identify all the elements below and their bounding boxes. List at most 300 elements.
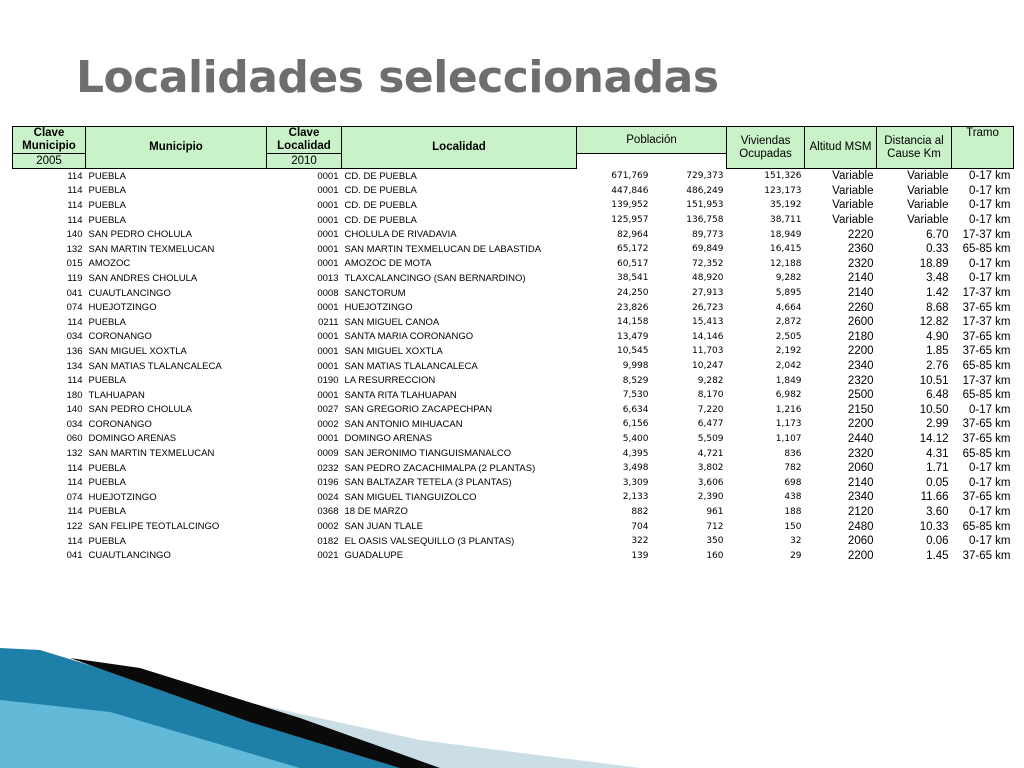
slide-title: Localidades seleccionadas — [76, 52, 719, 103]
cell-viviendas: 782 — [784, 463, 802, 474]
cell-municipio: CUAUTLANCINGO — [88, 287, 171, 299]
cell-poblacion-2010: 5,509 — [697, 433, 724, 444]
cell-localidad: SAN MIGUEL CANOA — [344, 316, 440, 328]
cell-distancia: 6.48 — [926, 389, 949, 402]
cell-poblacion-2010: 27,913 — [692, 288, 724, 299]
cell-clave-municipio: 074 — [66, 302, 83, 314]
cell-clave-municipio: 114 — [67, 462, 83, 474]
cell-localidad: CD. DE PUEBLA — [344, 214, 417, 226]
cell-altitud: 2340 — [847, 360, 874, 373]
cell-poblacion-2010: 8,170 — [697, 390, 724, 401]
cell-municipio: SAN MARTIN TEXMELUCAN — [88, 448, 215, 460]
cell-clave-localidad: 0024 — [317, 491, 339, 503]
cell-clave-municipio: 140 — [66, 229, 83, 241]
cell-altitud: 2180 — [847, 330, 874, 343]
cell-municipio: AMOZOC — [88, 258, 131, 270]
cell-poblacion-2010: 72,352 — [692, 258, 724, 269]
cell-poblacion-2010: 160 — [706, 550, 724, 561]
table-row — [13, 373, 1014, 388]
cell-viviendas: 38,711 — [770, 215, 802, 226]
cell-distancia: 10.50 — [919, 403, 949, 416]
cell-tramo: 0-17 km — [968, 257, 1011, 270]
cell-poblacion-2010: 350 — [706, 536, 724, 547]
table-row — [13, 403, 1014, 418]
cell-municipio: SAN MIGUEL XOXTLA — [88, 345, 187, 357]
cell-localidad: SAN MARTIN TEXMELUCAN DE LABASTIDA — [344, 243, 542, 255]
cell-localidad: 18 DE MARZO — [344, 506, 408, 518]
header-altitud: Altitud MSM — [805, 127, 877, 169]
cell-altitud: 2500 — [847, 389, 874, 402]
cell-municipio: HUEJOTZINGO — [88, 302, 157, 314]
cell-viviendas: 9,282 — [775, 273, 802, 284]
table-row — [13, 446, 1014, 461]
cell-localidad: SAN BALTAZAR TETELA (3 PLANTAS) — [344, 477, 512, 489]
table-row — [13, 534, 1014, 549]
cell-altitud: 2600 — [847, 316, 874, 329]
table-row — [13, 548, 1014, 563]
cell-altitud: 2200 — [847, 549, 874, 562]
table-row — [13, 286, 1014, 301]
cell-clave-localidad: 0001 — [317, 389, 339, 401]
table-row — [13, 330, 1014, 345]
cell-poblacion-2005: 9,998 — [622, 361, 649, 372]
cell-poblacion-2010: 10,247 — [692, 361, 724, 372]
cell-poblacion-2005: 4,395 — [622, 448, 649, 459]
cell-poblacion-2005: 6,634 — [622, 404, 649, 415]
cell-distancia: 1.85 — [926, 345, 949, 358]
cell-distancia: 18.89 — [919, 257, 949, 270]
cell-distancia: 2.99 — [926, 418, 949, 431]
table-row — [13, 242, 1014, 257]
header-viviendas: Viviendas Ocupadas — [727, 127, 805, 169]
cell-viviendas: 151,326 — [764, 171, 802, 182]
cell-distancia: 14.12 — [919, 432, 949, 445]
table-row — [13, 227, 1014, 242]
table-row — [13, 344, 1014, 359]
table-row — [13, 461, 1014, 476]
table-row — [13, 300, 1014, 315]
cell-poblacion-2010: 48,920 — [692, 273, 724, 284]
cell-altitud: 2060 — [847, 535, 874, 548]
cell-poblacion-2010: 729,373 — [686, 171, 724, 182]
cell-distancia: 1.71 — [926, 462, 949, 475]
cell-clave-municipio: 114 — [67, 506, 83, 518]
cell-tramo: 0-17 km — [968, 272, 1011, 285]
cell-poblacion-2005: 2,133 — [622, 492, 649, 503]
cell-municipio: CUAUTLANCINGO — [88, 550, 171, 562]
cell-localidad: GUADALUPE — [344, 550, 404, 562]
cell-poblacion-2010: 69,849 — [692, 244, 724, 255]
cell-municipio: PUEBLA — [88, 316, 126, 328]
cell-clave-municipio: 114 — [67, 185, 83, 197]
cell-poblacion-2005: 3,498 — [622, 463, 649, 474]
cell-localidad: SAN MATIAS TLALANCALECA — [344, 360, 478, 372]
cell-tramo: 65-85 km — [962, 447, 1011, 460]
cell-poblacion-2010: 26,723 — [692, 302, 724, 313]
cell-tramo: 17-37 km — [962, 287, 1011, 300]
cell-distancia: 11.66 — [920, 491, 949, 504]
cell-clave-municipio: 114 — [67, 199, 83, 211]
cell-viviendas: 29 — [790, 550, 802, 561]
cell-clave-municipio: 034 — [66, 418, 83, 430]
cell-altitud: Variable — [832, 170, 874, 183]
cell-clave-municipio: 015 — [66, 258, 83, 270]
cell-municipio: SAN PEDRO CHOLULA — [88, 404, 192, 416]
cell-viviendas: 836 — [784, 448, 802, 459]
cell-poblacion-2005: 38,541 — [617, 273, 649, 284]
cell-tramo: 37-65 km — [962, 491, 1011, 504]
cell-municipio: SAN PEDRO CHOLULA — [88, 229, 192, 241]
cell-clave-localidad: 0002 — [317, 418, 339, 430]
cell-poblacion-2005: 125,957 — [611, 215, 649, 226]
cell-distancia: 0.33 — [926, 243, 949, 256]
cell-clave-municipio: 041 — [66, 550, 83, 562]
cell-poblacion-2010: 712 — [706, 521, 724, 532]
cell-altitud: Variable — [832, 199, 874, 212]
cell-municipio: PUEBLA — [88, 462, 126, 474]
header-municipio: Municipio — [86, 127, 267, 169]
cell-viviendas: 32 — [790, 536, 802, 547]
cell-municipio: HUEJOTZINGO — [88, 491, 157, 503]
cell-clave-municipio: 122 — [66, 521, 83, 533]
cell-municipio: DOMINGO ARENAS — [88, 433, 177, 445]
cell-viviendas: 5,895 — [775, 288, 802, 299]
cell-clave-localidad: 0368 — [317, 506, 339, 518]
cell-poblacion-2005: 82,964 — [617, 229, 649, 240]
cell-localidad: CD. DE PUEBLA — [344, 170, 417, 182]
table-row — [13, 271, 1014, 286]
cell-poblacion-2005: 6,156 — [622, 419, 649, 430]
header-year-2005: 2005 — [13, 154, 86, 169]
cell-tramo: 0-17 km — [968, 505, 1011, 518]
cell-localidad: SAN ANTONIO MIHUACAN — [344, 418, 463, 430]
cell-poblacion-2010: 3,606 — [697, 477, 724, 488]
cell-altitud: 2200 — [847, 418, 874, 431]
cell-viviendas: 123,173 — [764, 185, 802, 196]
cell-tramo: 0-17 km — [968, 462, 1011, 475]
cell-tramo: 37-65 km — [962, 330, 1011, 343]
cell-tramo: 37-65 km — [962, 301, 1011, 314]
cell-clave-localidad: 0211 — [318, 316, 339, 328]
cell-localidad: SAN MIGUEL TIANGUIZOLCO — [344, 491, 477, 503]
cell-viviendas: 6,982 — [775, 390, 802, 401]
cell-altitud: 2320 — [847, 447, 874, 460]
cell-distancia: 1.45 — [926, 549, 949, 562]
cell-distancia: 8.68 — [926, 301, 949, 314]
cell-viviendas: 2,042 — [775, 361, 802, 372]
cell-tramo: 37-65 km — [962, 418, 1011, 431]
cell-tramo: 0-17 km — [968, 535, 1011, 548]
header-localidad: Localidad — [342, 127, 577, 169]
cell-clave-localidad: 0001 — [317, 185, 339, 197]
cell-clave-localidad: 0001 — [317, 433, 339, 445]
table-row — [13, 315, 1014, 330]
cell-municipio: SAN ANDRES CHOLULA — [88, 272, 198, 284]
cell-municipio: SAN FELIPE TEOTLALCINGO — [88, 521, 220, 533]
cell-municipio: PUEBLA — [88, 506, 126, 518]
table-row — [13, 184, 1014, 199]
cell-distancia: 10.33 — [919, 520, 949, 533]
cell-altitud: 2320 — [847, 374, 874, 387]
table-row — [13, 475, 1014, 490]
cell-municipio: PUEBLA — [88, 477, 126, 489]
cell-tramo: 0-17 km — [968, 184, 1011, 197]
cell-tramo: 65-85 km — [962, 520, 1011, 533]
header-clave-localidad: Clave Localidad — [267, 127, 342, 154]
cell-localidad: CD. DE PUEBLA — [344, 185, 417, 197]
cell-clave-municipio: 134 — [66, 360, 83, 372]
cell-altitud: 2260 — [847, 301, 874, 314]
table-row — [13, 505, 1014, 520]
cell-poblacion-2005: 671,769 — [611, 171, 649, 182]
cell-localidad: DOMINGO ARENAS — [344, 433, 433, 445]
cell-poblacion-2010: 6,477 — [697, 419, 724, 430]
cell-clave-localidad: 0001 — [317, 302, 339, 314]
cell-poblacion-2010: 7,220 — [697, 404, 724, 415]
cell-viviendas: 4,664 — [775, 302, 802, 313]
cell-poblacion-2010: 14,146 — [692, 331, 724, 342]
cell-viviendas: 438 — [784, 492, 802, 503]
cell-viviendas: 188 — [784, 506, 802, 517]
cell-viviendas: 12,188 — [770, 258, 802, 269]
cell-tramo: 0-17 km — [968, 403, 1011, 416]
cell-localidad: CD. DE PUEBLA — [344, 199, 417, 211]
cell-tramo: 65-85 km — [962, 360, 1011, 373]
cell-altitud: 2150 — [847, 403, 874, 416]
table-row — [13, 432, 1014, 447]
cell-altitud: 2140 — [847, 476, 874, 489]
cell-distancia: Variable — [907, 199, 949, 212]
cell-clave-municipio: 132 — [66, 243, 83, 255]
cell-distancia: 12.82 — [919, 316, 949, 329]
cell-altitud: 2140 — [847, 272, 874, 285]
cell-clave-localidad: 0002 — [317, 521, 339, 533]
table-row — [13, 519, 1014, 534]
cell-viviendas: 1,107 — [775, 433, 802, 444]
cell-viviendas: 18,949 — [770, 229, 802, 240]
cell-distancia: Variable — [907, 184, 949, 197]
cell-localidad: SAN PEDRO ZACACHIMALPA (2 PLANTAS) — [344, 462, 536, 474]
table-row — [13, 417, 1014, 432]
cell-clave-municipio: 041 — [66, 287, 83, 299]
cell-distancia: 3.48 — [926, 272, 949, 285]
cell-poblacion-2010: 89,773 — [692, 229, 724, 240]
cell-altitud: 2340 — [847, 491, 874, 504]
cell-poblacion-2005: 447,846 — [611, 185, 649, 196]
cell-clave-municipio: 136 — [66, 345, 83, 357]
cell-localidad: AMOZOC DE MOTA — [344, 258, 432, 270]
cell-poblacion-2005: 704 — [631, 521, 649, 532]
cell-municipio: SAN MARTIN TEXMELUCAN — [88, 243, 215, 255]
header-year-2010: 2010 — [267, 154, 342, 169]
cell-tramo: 17-37 km — [962, 316, 1011, 329]
cell-poblacion-2010: 9,282 — [697, 375, 724, 386]
cell-distancia: 6.70 — [926, 228, 949, 241]
cell-distancia: 4.90 — [926, 330, 949, 343]
cell-tramo: 37-65 km — [962, 549, 1011, 562]
cell-distancia: Variable — [907, 214, 949, 227]
cell-clave-localidad: 0196 — [317, 477, 339, 489]
cell-poblacion-2005: 60,517 — [617, 258, 649, 269]
cell-clave-municipio: 074 — [66, 491, 83, 503]
cell-poblacion-2005: 65,172 — [617, 244, 649, 255]
cell-poblacion-2010: 4,721 — [697, 448, 724, 459]
cell-altitud: 2320 — [847, 257, 874, 270]
cell-municipio: PUEBLA — [88, 375, 126, 387]
cell-altitud: 2120 — [847, 505, 874, 518]
cell-tramo: 0-17 km — [968, 199, 1011, 212]
cell-clave-municipio: 060 — [66, 433, 83, 445]
cell-poblacion-2010: 3,802 — [697, 463, 724, 474]
cell-clave-localidad: 0001 — [317, 170, 339, 182]
cell-localidad: SAN JERONIMO TIANGUISMANALCO — [344, 448, 512, 460]
cell-viviendas: 2,872 — [775, 317, 802, 328]
cell-altitud: 2140 — [847, 287, 874, 300]
cell-clave-localidad: 0001 — [317, 199, 339, 211]
cell-municipio: PUEBLA — [88, 535, 126, 547]
cell-localidad: SANCTORUM — [344, 287, 406, 299]
cell-clave-localidad: 0009 — [317, 448, 339, 460]
cell-viviendas: 35,192 — [770, 200, 802, 211]
cell-altitud: 2200 — [847, 345, 874, 358]
cell-poblacion-2005: 8,529 — [622, 375, 649, 386]
cell-altitud: 2360 — [847, 243, 874, 256]
table-row — [13, 490, 1014, 505]
cell-municipio: TLAHUAPAN — [88, 389, 145, 401]
cell-poblacion-2010: 11,703 — [692, 346, 724, 357]
cell-clave-municipio: 119 — [67, 272, 83, 284]
cell-tramo: 17-37 km — [962, 374, 1011, 387]
cell-poblacion-2010: 136,758 — [686, 215, 724, 226]
cell-clave-localidad: 0001 — [317, 229, 339, 241]
cell-tramo: 0-17 km — [968, 476, 1011, 489]
table-row — [13, 213, 1014, 228]
cell-poblacion-2010: 2,390 — [697, 492, 724, 503]
cell-clave-localidad: 0008 — [317, 287, 339, 299]
cell-localidad: LA RESURRECCION — [344, 375, 436, 387]
cell-clave-localidad: 0182 — [317, 535, 339, 547]
cell-localidad: EL OASIS VALSEQUILLO (3 PLANTAS) — [344, 535, 515, 547]
cell-localidad: SANTA MARIA CORONANGO — [344, 331, 474, 343]
cell-poblacion-2005: 882 — [631, 506, 649, 517]
cell-viviendas: 150 — [784, 521, 802, 532]
cell-clave-municipio: 132 — [66, 448, 83, 460]
cell-localidad: SAN MIGUEL XOXTLA — [344, 345, 443, 357]
cell-poblacion-2005: 10,545 — [617, 346, 649, 357]
cell-municipio: PUEBLA — [88, 185, 126, 197]
cell-viviendas: 1,173 — [775, 419, 802, 430]
table-row — [13, 198, 1014, 213]
cell-tramo: 17-37 km — [962, 228, 1011, 241]
cell-clave-municipio: 114 — [67, 535, 83, 547]
cell-clave-municipio: 034 — [66, 331, 83, 343]
table-row — [13, 359, 1014, 374]
localidades-table — [12, 126, 1014, 563]
cell-poblacion-2005: 3,309 — [622, 477, 649, 488]
cell-clave-localidad: 0001 — [317, 331, 339, 343]
cell-viviendas: 698 — [784, 477, 802, 488]
cell-localidad: SAN GREGORIO ZACAPECHPAN — [344, 404, 493, 416]
cell-clave-localidad: 0001 — [317, 360, 339, 372]
cell-clave-municipio: 114 — [67, 375, 83, 387]
cell-poblacion-2005: 322 — [631, 536, 649, 547]
cell-viviendas: 2,192 — [775, 346, 802, 357]
header-tramo: Tramo — [952, 127, 1014, 169]
cell-clave-localidad: 0001 — [317, 243, 339, 255]
cell-localidad: HUEJOTZINGO — [344, 302, 413, 314]
cell-distancia: 0.05 — [926, 476, 949, 489]
cell-localidad: SAN JUAN TLALE — [344, 521, 423, 533]
cell-poblacion-2005: 14,158 — [617, 317, 649, 328]
cell-viviendas: 16,415 — [770, 244, 802, 255]
header-distancia: Distancia al Cause Km — [877, 127, 952, 169]
cell-clave-localidad: 0001 — [317, 214, 339, 226]
header-clave-municipio: Clave Municipio — [13, 127, 86, 154]
cell-poblacion-2010: 15,413 — [692, 317, 724, 328]
cell-tramo: 0-17 km — [968, 170, 1011, 183]
cell-altitud: Variable — [832, 184, 874, 197]
cell-localidad: SANTA RITA TLAHUAPAN — [344, 389, 457, 401]
cell-clave-localidad: 0027 — [317, 404, 339, 416]
cell-clave-municipio: 114 — [67, 170, 83, 182]
cell-distancia: 0.06 — [926, 535, 949, 548]
table-body — [13, 169, 1014, 564]
cell-altitud: Variable — [832, 214, 874, 227]
cell-poblacion-2005: 5,400 — [622, 433, 649, 444]
cell-municipio: PUEBLA — [88, 199, 126, 211]
header-poblacion: Población — [577, 127, 727, 154]
cell-localidad: TLAXCALANCINGO (SAN BERNARDINO) — [344, 272, 526, 284]
cell-tramo: 65-85 km — [962, 243, 1011, 256]
cell-distancia: 1.42 — [926, 287, 949, 300]
cell-clave-municipio: 114 — [67, 477, 83, 489]
table-row — [13, 257, 1014, 272]
table-header — [13, 127, 1014, 169]
cell-viviendas: 1,216 — [775, 404, 802, 415]
cell-altitud: 2060 — [847, 462, 874, 475]
cell-poblacion-2005: 24,250 — [617, 288, 649, 299]
cell-clave-municipio: 114 — [67, 214, 83, 226]
cell-viviendas: 1,849 — [775, 375, 802, 386]
cell-poblacion-2005: 139 — [631, 550, 649, 561]
cell-clave-municipio: 140 — [66, 404, 83, 416]
cell-tramo: 37-65 km — [962, 345, 1011, 358]
table-row — [13, 388, 1014, 403]
cell-clave-localidad: 0001 — [317, 258, 339, 270]
cell-clave-localidad: 0190 — [317, 375, 339, 387]
cell-clave-localidad: 0021 — [317, 550, 339, 562]
cell-poblacion-2010: 486,249 — [686, 185, 724, 196]
cell-altitud: 2220 — [847, 228, 874, 241]
cell-municipio: CORONANGO — [88, 418, 152, 430]
cell-altitud: 2440 — [847, 432, 874, 445]
cell-clave-localidad: 0232 — [317, 462, 339, 474]
cell-poblacion-2005: 7,530 — [622, 390, 649, 401]
cell-poblacion-2005: 13,479 — [617, 331, 649, 342]
cell-municipio: PUEBLA — [88, 214, 126, 226]
cell-clave-municipio: 114 — [67, 316, 83, 328]
cell-municipio: CORONANGO — [88, 331, 152, 343]
cell-distancia: Variable — [907, 170, 949, 183]
cell-clave-municipio: 180 — [66, 389, 83, 401]
cell-poblacion-2010: 961 — [706, 506, 724, 517]
cell-poblacion-2005: 139,952 — [611, 200, 649, 211]
cell-distancia: 3.60 — [926, 505, 949, 518]
cell-tramo: 37-65 km — [962, 432, 1011, 445]
cell-clave-localidad: 0001 — [317, 345, 339, 357]
cell-distancia: 10.51 — [919, 374, 949, 387]
cell-clave-localidad: 0013 — [317, 272, 339, 284]
